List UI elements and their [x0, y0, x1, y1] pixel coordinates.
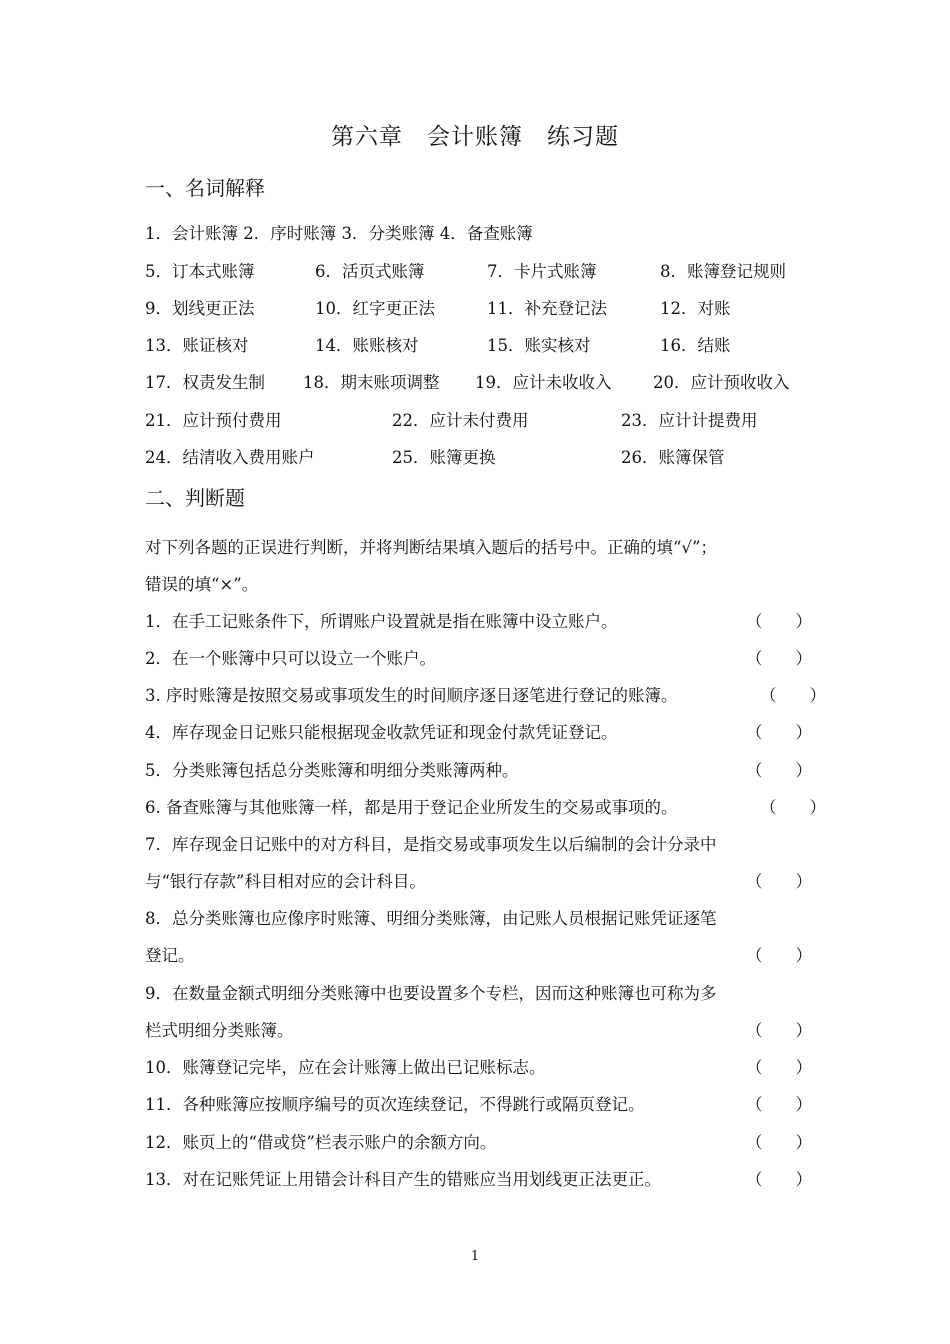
- question-item: 3. 序时账簿是按照交易或事项发生的时间顺序逐日逐笔进行登记的账簿。 （ ）: [145, 682, 810, 712]
- term-row: [145, 407, 815, 437]
- term-row: [145, 220, 815, 250]
- term-item: 20．应计预收收入: [653, 373, 790, 392]
- answer-blank: （ ）: [746, 946, 812, 965]
- term-item: 21．应计预付费用: [145, 411, 282, 430]
- term-item: 9．划线更正法: [145, 299, 255, 318]
- term-item: 12．对账: [660, 299, 731, 318]
- question-item: 12．账页上的“借或贷”栏表示账户的余额方向。 （ ）: [145, 1129, 810, 1159]
- term-row: [145, 369, 815, 399]
- question-item: 8．总分类账簿也应像序时账簿、明细分类账簿，由记账人员根据记账凭证逐笔: [145, 909, 717, 928]
- term-item: 26．账簿保管: [621, 448, 725, 467]
- question-item: 1．在手工记账条件下，所谓账户设置就是指在账簿中设立账户。 （ ）: [145, 608, 810, 638]
- question-item: 5．分类账簿包括总分类账簿和明细分类账簿两种。 （ ）: [145, 757, 810, 787]
- question-item: 4．库存现金日记账只能根据现金收款凭证和现金付款凭证登记。 （ ）: [145, 719, 810, 749]
- page-number: 1: [470, 1249, 480, 1264]
- answer-blank: （ ）: [746, 723, 812, 742]
- term-row: [145, 295, 815, 325]
- question-item-continued: 与“银行存款”科目相对应的会计科目。 （ ）: [145, 868, 810, 898]
- instruction-line: 错误的填“×”。: [145, 575, 259, 594]
- answer-blank: （ ）: [746, 1170, 812, 1189]
- term-row: [145, 444, 815, 474]
- question-item: 7．库存现金日记账中的对方科目，是指交易或事项发生以后编制的会计分录中: [145, 835, 717, 854]
- term-item: 23．应计计提费用: [621, 411, 758, 430]
- term-item: 6．活页式账簿: [315, 262, 425, 281]
- term-item: 24．结清收入费用账户: [145, 448, 315, 467]
- section-heading-terms: 一、名词解释: [145, 176, 265, 200]
- term-item: 16．结账: [660, 336, 731, 355]
- page-title: 第六章 会计账簿 练习题: [331, 124, 619, 150]
- question-item: 13．对在记账凭证上用错会计科目产生的错账应当用划线更正法更正。 （ ）: [145, 1166, 810, 1196]
- question-item-continued: 栏式明细分类账簿。 （ ）: [145, 1017, 810, 1047]
- section-heading-true-false: 二、判断题: [145, 486, 245, 510]
- term-item: 11．补充登记法: [487, 299, 607, 318]
- term-item: 25．账簿更换: [392, 448, 496, 467]
- answer-blank: （ ）: [746, 1133, 812, 1152]
- term-item: 8．账簿登记规则: [660, 262, 786, 281]
- answer-blank: （ ）: [760, 798, 826, 817]
- question-item: 2．在一个账簿中只可以设立一个账户。 （ ）: [145, 645, 810, 675]
- term-item: 13．账证核对: [145, 336, 249, 355]
- answer-blank: （ ）: [746, 612, 812, 631]
- term-item: 22．应计未付费用: [392, 411, 529, 430]
- question-item: 6. 备查账簿与其他账簿一样，都是用于登记企业所发生的交易或事项的。 （ ）: [145, 794, 810, 824]
- question-item: 9．在数量金额式明细分类账簿中也要设置多个专栏，因而这种账簿也可称为多: [145, 984, 717, 1003]
- term-row: [145, 332, 815, 362]
- answer-blank: （ ）: [760, 686, 826, 705]
- question-item: 10．账簿登记完毕，应在会计账簿上做出已记账标志。 （ ）: [145, 1054, 810, 1084]
- term-item: 10．红字更正法: [315, 299, 435, 318]
- term-item: 5．订本式账簿: [145, 262, 255, 281]
- question-item-continued: 登记。 （ ）: [145, 942, 810, 972]
- answer-blank: （ ）: [746, 761, 812, 780]
- term-item: 14．账账核对: [315, 336, 419, 355]
- term-item: 19．应计未收收入: [475, 373, 612, 392]
- answer-blank: （ ）: [746, 1021, 812, 1040]
- question-item: 11．各种账簿应按顺序编号的页次连续登记，不得跳行或隔页登记。 （ ）: [145, 1091, 810, 1121]
- answer-blank: （ ）: [746, 1095, 812, 1114]
- term-item: 1．会计账簿 2．序时账簿 3．分类账簿 4．备查账簿: [145, 224, 533, 243]
- term-row: [145, 258, 815, 288]
- answer-blank: （ ）: [746, 872, 812, 891]
- answer-blank: （ ）: [746, 1058, 812, 1077]
- term-item: 18．期末账项调整: [303, 373, 440, 392]
- instruction-line: 对下列各题的正误进行判断，并将判断结果填入题后的括号中。正确的填“√”；: [145, 538, 717, 557]
- term-item: 17．权责发生制: [145, 373, 265, 392]
- term-item: 7．卡片式账簿: [487, 262, 597, 281]
- answer-blank: （ ）: [746, 649, 812, 668]
- term-item: 15．账实核对: [487, 336, 591, 355]
